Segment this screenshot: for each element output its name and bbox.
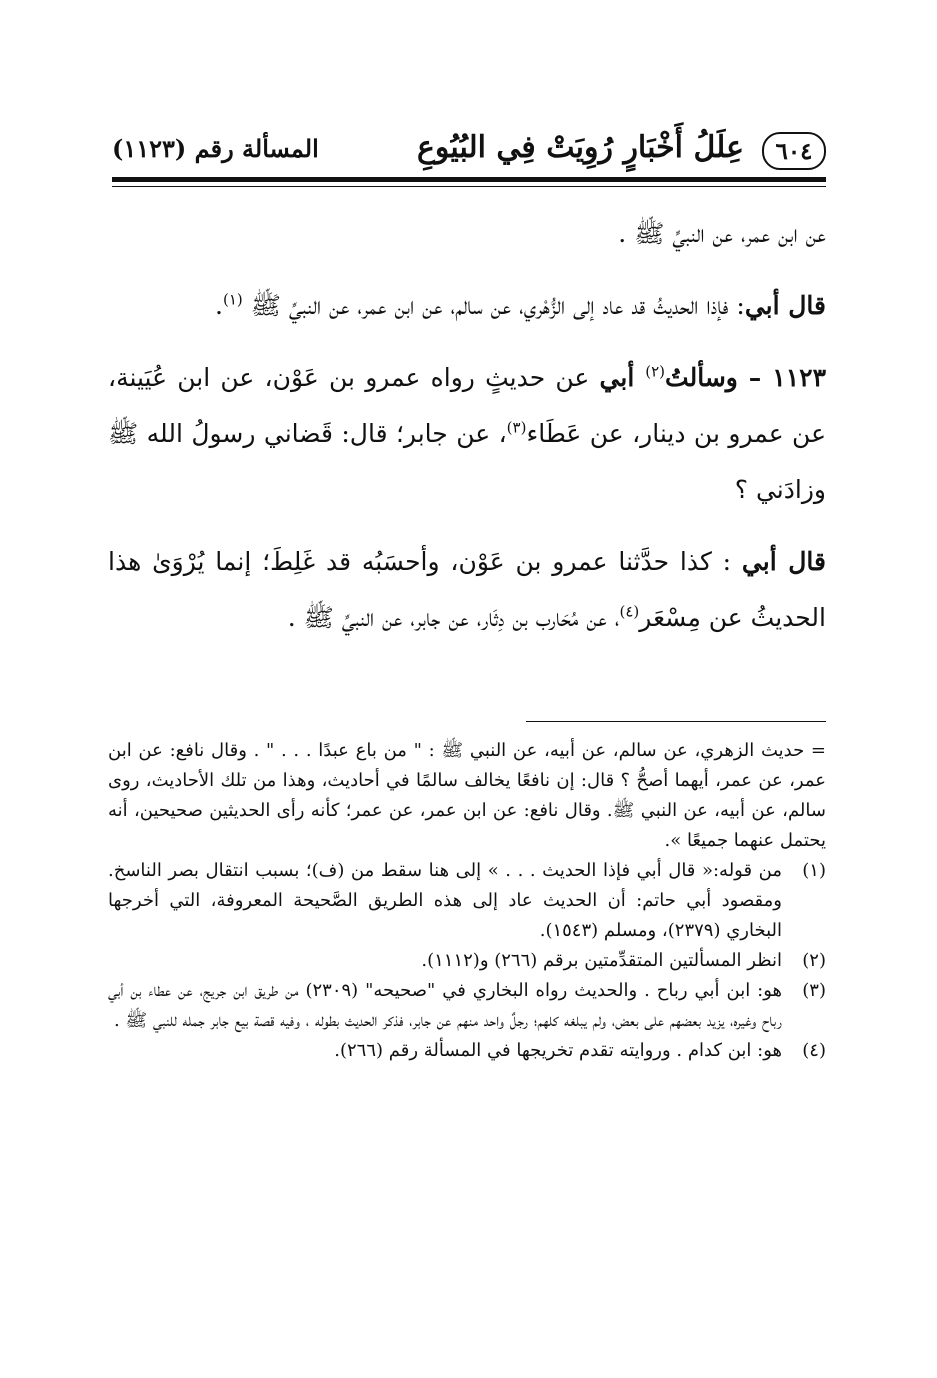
footnote-text: من قوله:« قال أبي فإذا الحديث . . . » إلى هنا سقط من (ف)؛ بسبب انتقال بصر الناسخ. ومقصود أبي حاتم: أن الحديث عاد إلى هذه الطريق الصَّحيحة المعروفة، التي أخرجها البخاري (٢٣٧٩)، ومسلم (١٥٤٣). <box>108 860 782 941</box>
footnote-continuation: = حديث الزهري، عن سالم، عن أبيه، عن النبي ﷺ : " من باع عبدًا . . . " . وقال نافع: عن ابن عمر، عن عمر، أيهما أصحُّ ؟ قال: إن نافعًا يخالف سالمًا في أحاديث، وهذا من تلك الأحاديث، روى سالم، عن أبيه، عن النبي ﷺ. وقال نافع: عن ابن عمر، عن عمر؛ كأنه رأى الحديثين صحيحين، أنه يحتمل عنهما جميعًا ». <box>108 740 826 851</box>
page-number: ٦٠٤ <box>775 137 813 165</box>
paragraph-2 <box>108 278 826 334</box>
footnotes <box>108 736 826 1066</box>
footnote-ref-2: (٢) <box>645 362 666 381</box>
paragraph-3 <box>108 350 826 518</box>
footnote-number: (٢) <box>802 950 826 971</box>
paragraph-4-text-1: : كذا حدَّثنا عمرو بن عَوْن، وأحسَبُه قد غَلِطَ؛ إنما يُرْوَىٰ هذا الحديثُ عن مِسْعَر <box>108 547 826 632</box>
paragraph-2-end: . <box>215 291 223 320</box>
footnote-4 <box>108 1036 826 1066</box>
paragraph-2-text: : فإذا الحديثُ قد عاد إلى الزُّهْري، عن سالم، عن ابن عمر، عن النبيِّ ﷺ <box>250 291 745 320</box>
footnote-ref-3: (٣) <box>506 418 527 437</box>
footnote-text: هو: ابن كدام . وروايته تقدم تخريجها في المسألة رقم (٢٦٦). <box>334 1040 782 1061</box>
paragraph-4-text-2: ، عن مُحَارب بن دِثَار، عن جابر، عن النبيِّ ﷺ . <box>287 603 620 632</box>
paragraph-4 <box>108 534 826 646</box>
main-text <box>108 206 826 662</box>
paragraph-1-text: عن ابن عمر، عن النبيِّ ﷺ . <box>618 219 826 248</box>
question-lead: ١١٢٣ – وسألتُ <box>665 363 826 392</box>
footnote-text: انظر المسألتين المتقدِّمتين برقم (٢٦٦) و(١١١٢). <box>421 950 782 971</box>
footnote-separator <box>526 721 826 722</box>
page-number-badge <box>762 132 826 170</box>
footnote-ref-1: (١) <box>222 290 243 309</box>
paragraph-3-text-2: ، عن جابر؛ قال: قَضاني رسولُ الله ﷺ وزادَني ؟ <box>108 419 826 504</box>
question-lead-2: أبي <box>599 363 646 392</box>
footnote-text: هو: ابن أبي رباح . والحديث رواه البخاري في "صحيحه" (٢٣٠٩) من طريق ابن جريج، عن عطاء بن أبي رباح وغيره، يزيد بعضهم على بعض، ولم يبلغه كلهم؛ رجلٌ واحد منهم عن جابر، فذكر الحديث بطوله ، وفيه قصة بيع جابر جمله للنبي ﷺ . <box>108 980 783 1031</box>
footnote-ref-4: (٤) <box>619 602 640 621</box>
paragraph-1 <box>108 206 826 262</box>
footnote-2 <box>108 946 826 976</box>
issue-number-label: المسألة رقم (١١٢٣) <box>112 134 319 163</box>
running-header <box>112 128 826 178</box>
footnote-number: (٤) <box>802 1040 826 1061</box>
paragraph-2-lead: قال أبي <box>744 291 826 320</box>
header-rule-thin <box>112 186 826 187</box>
footnote-3 <box>108 976 826 1036</box>
book-title: عِلَلُ أَخْبَارٍ رُوِيَتْ فِي البُيُوعِ <box>417 130 744 165</box>
paragraph-4-lead: قال أبي <box>741 547 826 576</box>
header-rule-thick <box>112 177 826 182</box>
footnote-number: (٣) <box>802 980 826 1001</box>
footnote-1 <box>108 856 826 946</box>
footnote-number: (١) <box>802 860 826 881</box>
paragraph-3-text-1: عن حديثٍ رواه عمرو بن عَوْن، عن ابن عُيَينة، عن عمرو بن دينار، عن عَطَاء <box>108 363 827 448</box>
